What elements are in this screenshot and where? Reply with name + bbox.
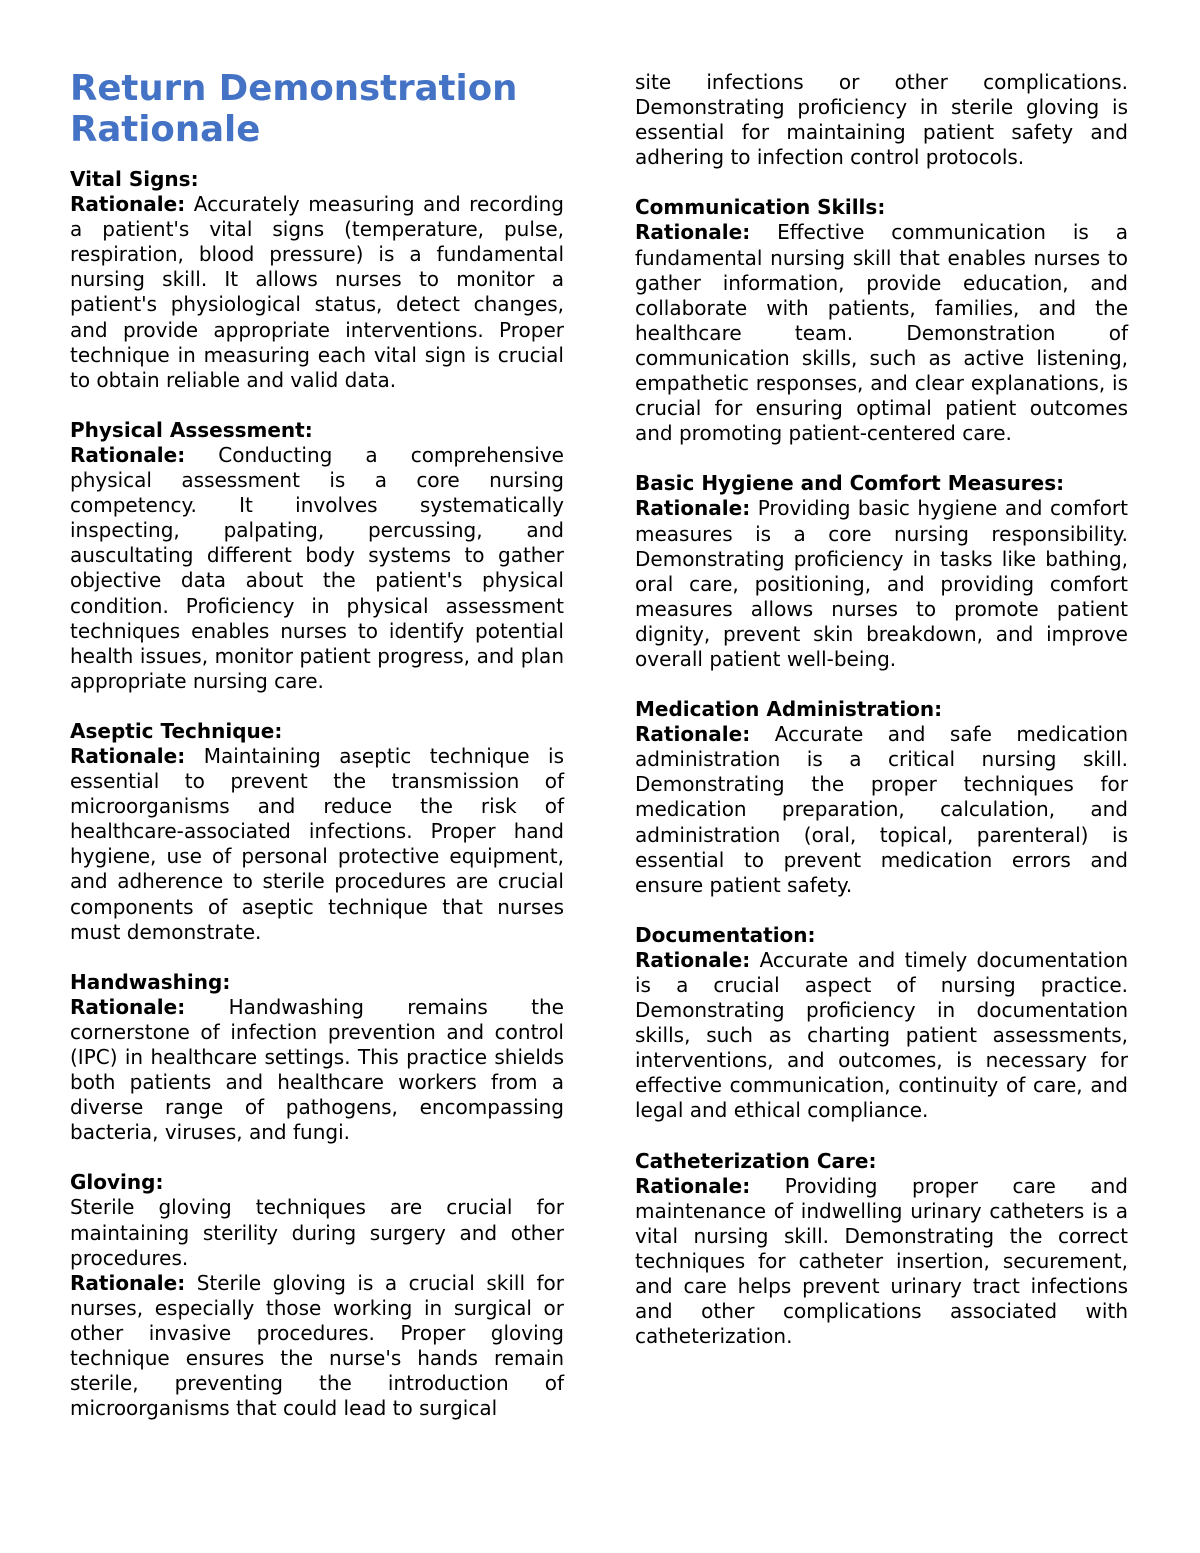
rationale-paragraph (635, 722, 1128, 898)
section-hygiene-comfort (635, 471, 1128, 672)
rationale-label: Rationale: (70, 192, 186, 217)
section-communication-skills (635, 195, 1128, 446)
section-gloving-continued (635, 70, 1128, 170)
rationale-label: Rationale: (635, 722, 751, 747)
section-heading: Communication Skills: (635, 195, 886, 220)
rationale-paragraph (635, 220, 1128, 446)
rationale-paragraph (70, 744, 564, 945)
section-gloving (70, 1170, 564, 1421)
section-medication-administration (635, 697, 1128, 898)
section-vital-signs (70, 167, 564, 393)
rationale-label: Rationale: (70, 442, 186, 467)
gloving-intro: Sterile gloving techniques are crucial for maintaining sterility during surgery and other procedures. (70, 1195, 564, 1270)
rationale-text: Effective communication is a fundamental nursing skill that enables nurses to gather information, provide education, and collaborate with patients, families, and the healthcare team. Demonstration of communication skills, such as active listening, empathetic responses, and clear explanations, is crucial for ensuring optimal patient outcomes and promoting patient-centered care. (635, 220, 1128, 446)
section-heading: Vital Signs: (70, 167, 199, 191)
left-column (70, 68, 564, 1446)
rationale-text: Handwashing remains the cornerstone of infection prevention and control (IPC) in healthcare settings. This practice shields both patients and healthcare workers from a diverse range of pathogens, encompassing bacteria, viruses, and fungi. (70, 994, 564, 1145)
rationale-text: Providing proper care and maintenance of indwelling urinary catheters is a vital nursing skill. Demonstrating the correct techniques for catheter insertion, securement, and care helps prevent urinary tract infections and other complications associated with catheterization. (635, 1173, 1128, 1349)
rationale-text: Sterile gloving is a crucial skill for nurses, especially those working in surgical or other invasive procedures. Proper gloving technique ensures the nurse's hands remain sterile, preventing the introduction of microorganisms that could lead to surgical (70, 1270, 564, 1421)
section-heading: Physical Assessment: (70, 417, 313, 442)
section-heading: Handwashing: (70, 969, 231, 994)
rationale-paragraph (70, 995, 564, 1146)
section-catheterization-care (635, 1149, 1128, 1350)
rationale-label: Rationale: (70, 743, 186, 768)
rationale-text: Maintaining aseptic technique is essential to prevent the transmission of microorganisms and reduce the risk of healthcare-associated infections. Proper hand hygiene, use of personal protective equipment, and adherence to sterile procedures are crucial components of aseptic technique that nurses must demonstrate. (70, 743, 564, 944)
right-column (635, 70, 1128, 1374)
section-heading: Catheterization Care: (635, 1148, 877, 1173)
rationale-label: Rationale: (70, 994, 186, 1019)
section-heading: Basic Hygiene and Comfort Measures: (635, 471, 1065, 496)
rationale-text: Providing basic hygiene and comfort measures is a core nursing responsibility. Demonstrating proficiency in tasks like bathing, oral care, positioning, and providing comfort measures allows nurses to promote patient dignity, prevent skin breakdown, and improve overall patient well-being. (635, 496, 1128, 671)
rationale-paragraph (70, 1271, 564, 1422)
rationale-paragraph (635, 948, 1128, 1124)
rationale-paragraph (70, 443, 564, 694)
section-heading: Medication Administration: (635, 697, 943, 722)
rationale-label: Rationale: (635, 220, 751, 245)
rationale-label: Rationale: (635, 947, 751, 972)
rationale-paragraph (635, 496, 1128, 672)
section-aseptic-technique (70, 719, 564, 945)
section-documentation (635, 923, 1128, 1124)
section-heading: Gloving: (70, 1170, 164, 1195)
section-heading: Documentation: (635, 922, 816, 947)
rationale-text: Accurate and timely documentation is a crucial aspect of nursing practice. Demonstrating proficiency in documentation skills, such as charting patient assessments, interventions, and outcomes, is necessary for effective communication, continuity of care, and legal and ethical compliance. (635, 947, 1129, 1123)
rationale-text: Accurately measuring and recording a patient's vital signs (temperature, pulse, respiration, blood pressure) is a fundamental nursing skill. It allows nurses to monitor a patient's physiological status, detect changes, and provide appropriate interventions. Proper technique in measuring each vital sign is crucial to obtain reliable and valid data. (70, 192, 564, 392)
rationale-text: Conducting a comprehensive physical assessment is a core nursing competency. It involves systematically inspecting, palpating, percussing, and auscultating different body systems to gather objective data about the patient's physical condition. Proficiency in physical assessment techniques enables nurses to identify potential health issues, monitor patient progress, and plan appropriate nursing care. (70, 442, 564, 693)
rationale-text: Accurate and safe medication administration is a critical nursing skill. Demonstrating the proper techniques for medication preparation, calculation, and administration (oral, topical, parenteral) is essential to prevent medication errors and ensure patient safety. (635, 722, 1128, 897)
document-title: Return Demonstration Rationale (70, 68, 518, 150)
section-handwashing (70, 970, 564, 1146)
rationale-label: Rationale: (635, 1173, 751, 1198)
section-heading: Aseptic Technique: (70, 718, 283, 743)
rationale-label: Rationale: (635, 496, 751, 521)
rationale-label: Rationale: (70, 1270, 186, 1295)
rationale-paragraph (70, 192, 564, 393)
section-physical-assessment (70, 418, 564, 694)
rationale-paragraph (635, 1174, 1128, 1350)
rationale-continuation: site infections or other complications. Demonstrating proficiency in sterile gloving is essential for maintaining patient safety and adhering to infection control protocols. (635, 70, 1128, 170)
